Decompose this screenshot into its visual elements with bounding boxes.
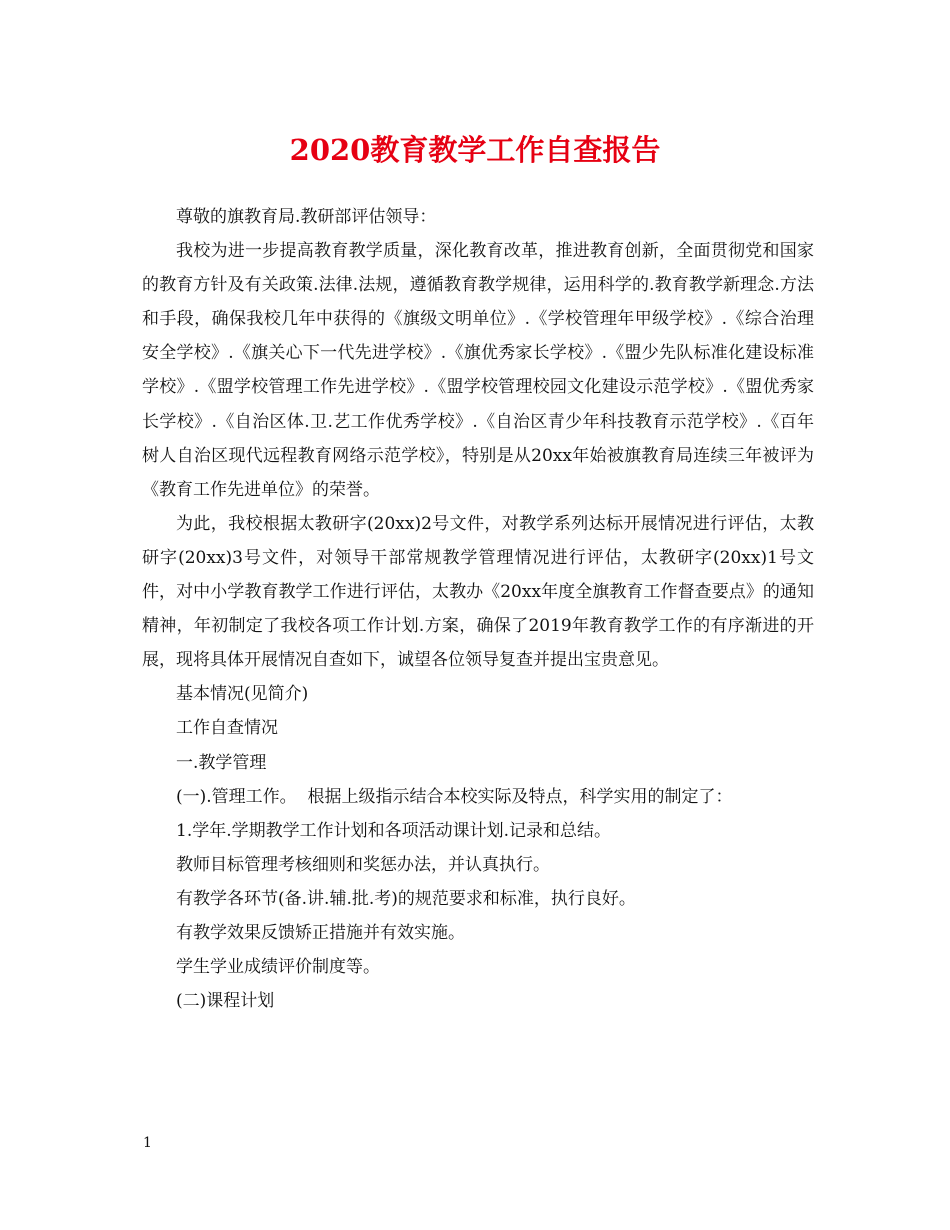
subheading-management-work: (一).管理工作。 根据上级指示结合本校实际及特点，科学实用的制定了： [176,786,733,807]
document-body [142,200,814,1018]
heading-teaching-management: 一.教学管理 [176,752,267,773]
list-item: 教师目标管理考核细则和奖惩办法，并认真执行。 [176,854,550,875]
list-item: 有教学各环节(备.讲.辅.批.考)的规范要求和标准，执行良好。 [176,888,636,909]
paragraph-1: 我校为进一步提高教育教学质量，深化教育改革，推进教育创新，全面贯彻党和国家的教育方针及有关政策.法律.法规，遵循教育教学规律，运用科学的.教育教学新理念.方法和手段，确保我校几年中获得的《旗级文明单位》.《学校管理年甲级学校》.《综合治理安全学校》.《旗关心下一代先进学校》.《旗优秀家长学校》.《盟少先队标准化建设标准学校》.《盟学校管理工作先进学校》.《盟学校管理校园文化建设示范学校》.《盟优秀家长学校》.《自治区体.卫.艺工作优秀学校》.《自治区青少年科技教育示范学校》.《百年树人自治区现代远程教育网络示范学校》，特别是从20xx年始被旗教育局连续三年被评为《教育工作先进单位》的荣誉。 [142,241,814,500]
section-basic-info: 基本情况(见简介) [176,684,309,705]
section-self-check: 工作自查情况 [176,718,278,739]
paragraph-2: 为此，我校根据太教研字(20xx)2号文件，对教学系列达标开展情况进行评估，太教研字(20xx)3号文件，对领导干部常规教学管理情况进行评估，太教研字(20xx)1号文件，对中小学教育教学工作进行评估，太教办《20xx年度全旗教育工作督查要点》的通知精神，年初制定了我校各项工作计划.方案，确保了2019年教育教学工作的有序渐进的开展，现将具体开展情况自查如下，诚望各位领导复查并提出宝贵意见。 [142,513,814,671]
list-item: 1.学年.学期教学工作计划和各项活动课计划.记录和总结。 [176,820,612,841]
subheading-curriculum-plan: (二)课程计划 [176,991,275,1012]
page-number: 1 [143,1135,152,1151]
salutation: 尊敬的旗教育局.教研部评估领导： [176,207,437,227]
list-item: 学生学业成绩评价制度等。 [176,957,380,978]
document-title: 2020教育教学工作自查报告 [289,133,661,167]
list-item: 有教学效果反馈矫正措施并有效实施。 [176,922,465,943]
